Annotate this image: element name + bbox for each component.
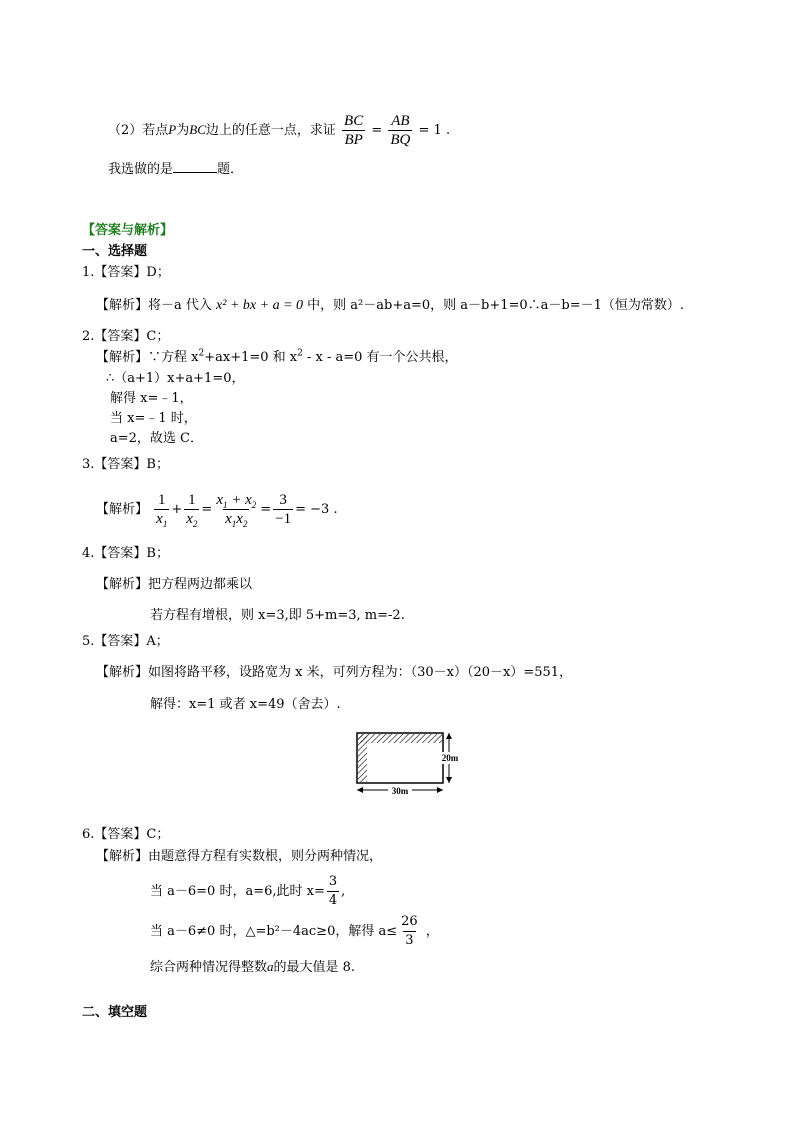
- frac-num: BC: [344, 113, 364, 129]
- result: = −3 .: [295, 502, 338, 517]
- fraction-26-over-3: [399, 913, 420, 950]
- answer-label: 【答案】A；: [94, 634, 169, 649]
- item-number: 2.: [82, 329, 95, 344]
- equals-sign: =: [201, 502, 213, 517]
- frac-num: 26: [401, 914, 418, 929]
- answer-label: 【答案】B；: [94, 457, 169, 472]
- analysis-tag: 【解析】: [96, 298, 149, 313]
- q2-mid1: 为: [176, 123, 190, 138]
- var-p: P: [168, 122, 177, 137]
- analysis-2-line-5: a=2，故选 C．: [110, 431, 203, 446]
- road-horizontal: [358, 734, 442, 743]
- fraction-3-over-neg1: [273, 491, 293, 528]
- answer-4: [82, 545, 169, 563]
- item-number: 6.: [82, 827, 95, 842]
- analysis-tag: 【解析】: [96, 849, 149, 864]
- fraction-ab-bq: [388, 112, 412, 149]
- analysis-6-line-1: [96, 848, 382, 866]
- analysis-2-line-1: [96, 349, 458, 367]
- arrow-down-icon: [446, 777, 452, 783]
- analysis-text: 把方程两边都乘以: [148, 577, 253, 592]
- analysis-4-line-1: [96, 576, 252, 594]
- arrow-up-icon: [446, 733, 452, 739]
- equals-sign: =: [371, 123, 383, 138]
- frac-num: 1: [188, 492, 196, 508]
- arrow-right-icon: [437, 787, 443, 793]
- frac-den: $x_1$: [156, 511, 168, 529]
- analysis-text: - x - a=0 有一个公共根，: [302, 350, 458, 365]
- item-number: 3.: [82, 457, 95, 472]
- analysis-6-line-2: [150, 872, 345, 912]
- item-number: 1.: [82, 265, 95, 280]
- q2-mid2: 边上的任意一点，求证: [205, 123, 336, 138]
- analysis-text: ,: [341, 884, 346, 899]
- height-label: 20m: [441, 753, 459, 763]
- frac-num: 3: [328, 874, 338, 889]
- analysis-2-line-3: 解得 x=﹣1，: [110, 391, 193, 406]
- choice-line: [108, 160, 243, 179]
- analysis-tag: 【解析】: [96, 502, 149, 517]
- frac-den: −1: [275, 511, 292, 527]
- answer-label: 【答案】B；: [94, 546, 169, 561]
- analysis-text: 如图将路平移，设路宽为 x 米，可列方程为：（30－x）（20－x）=551，: [148, 665, 573, 680]
- fraction-1-over-x1: [154, 491, 169, 528]
- analysis-2-line-2: ∴（a+1）x+a+1=0，: [106, 371, 245, 386]
- q2-tail: = 1 .: [418, 123, 451, 138]
- frac-den: 4: [328, 893, 338, 908]
- frac-num: $x_1 + x_2$: [216, 492, 257, 510]
- width-label: 30m: [391, 786, 409, 796]
- analysis-text: +ax+1=0 和 x: [204, 350, 298, 365]
- analysis-text: ∵方程 x: [148, 350, 199, 365]
- answer-5: [82, 633, 169, 651]
- var-bc: BC: [189, 122, 206, 137]
- analysis-5-line-2: 解得：x=1 或者 x=49（舍去）.: [150, 697, 341, 712]
- frac-den: BP: [344, 132, 363, 148]
- var-a: a: [267, 959, 274, 974]
- road-figure: [352, 728, 470, 800]
- section-choice-heading: 一、选择题: [82, 244, 148, 259]
- analysis-6-line-3: [150, 912, 439, 952]
- superscript: 2: [297, 348, 303, 359]
- analysis-4-line-2: 若方程有增根，则 x=3,即 5+m=3, m=-2.: [150, 608, 405, 623]
- frac-num: 3: [279, 492, 287, 508]
- question-2-statement: [108, 112, 450, 149]
- item-number: 4.: [82, 546, 95, 561]
- equals-sign: =: [260, 502, 272, 517]
- frac-den: $x_1x_2$: [225, 511, 248, 529]
- analysis-1: [96, 297, 684, 315]
- analysis-text: 将－a 代入: [148, 298, 212, 313]
- analysis-5-line-1: [96, 664, 572, 682]
- analysis-tag: 【解析】: [96, 350, 149, 365]
- section-fill-heading: 二、填空题: [82, 1005, 148, 1020]
- frac-den: 3: [405, 933, 414, 948]
- fraction-1-over-x2: [184, 491, 199, 528]
- frac-den: $x_2$: [186, 511, 198, 529]
- answer-1: [82, 264, 170, 282]
- analysis-text: ，: [421, 924, 439, 939]
- answer-2: [82, 328, 169, 346]
- choice-prefix: 我选做的是: [108, 162, 174, 177]
- analysis-tag: 【解析】: [96, 665, 149, 680]
- answers-heading: 【答案与解析】: [82, 223, 174, 238]
- frac-num: AB: [391, 113, 410, 129]
- analysis-text: 综合两种情况得整数: [150, 960, 268, 975]
- equation: x² + bx + a = 0: [216, 298, 304, 313]
- frac-den: BQ: [390, 132, 411, 148]
- answer-3: [82, 456, 169, 474]
- arrow-left-icon: [357, 787, 363, 793]
- superscript: 2: [198, 348, 205, 359]
- answer-6: [82, 826, 169, 844]
- analysis-text: 中，则 a²－ab+a=0，则 a－b+1=0∴a－b=－1（恒为常数）.: [307, 298, 685, 313]
- analysis-text: 当 a－6≠0 时，△=b²－4ac≥0，解得 a≤: [150, 924, 398, 939]
- analysis-2-line-4: 当 x=﹣1 时，: [110, 411, 197, 426]
- item-number: 5.: [82, 634, 95, 649]
- analysis-tag: 【解析】: [96, 577, 149, 592]
- answer-label: 【答案】D；: [94, 265, 170, 280]
- answer-label: 【答案】C；: [94, 827, 170, 842]
- q2-prefix: （2）若点: [108, 123, 169, 138]
- analysis-6-line-4: [150, 958, 355, 977]
- analysis-text: 当 a－6=0 时，a=6,此时 x=: [150, 884, 325, 899]
- fraction-sum-over-product: [214, 491, 258, 528]
- fraction-bc-bp: [342, 112, 365, 149]
- analysis-3: [96, 490, 338, 530]
- choice-suffix: 题．: [217, 162, 244, 177]
- road-vertical: [358, 734, 367, 782]
- answer-blank[interactable]: [173, 160, 217, 173]
- analysis-text: 由题意得方程有实数根，则分两种情况，: [148, 849, 383, 864]
- frac-num: 1: [157, 492, 166, 508]
- analysis-text: 的最大值是 8.: [273, 960, 356, 975]
- plus-sign: +: [171, 502, 183, 517]
- answer-label: 【答案】C；: [94, 329, 170, 344]
- fraction-3-over-4: [327, 873, 339, 910]
